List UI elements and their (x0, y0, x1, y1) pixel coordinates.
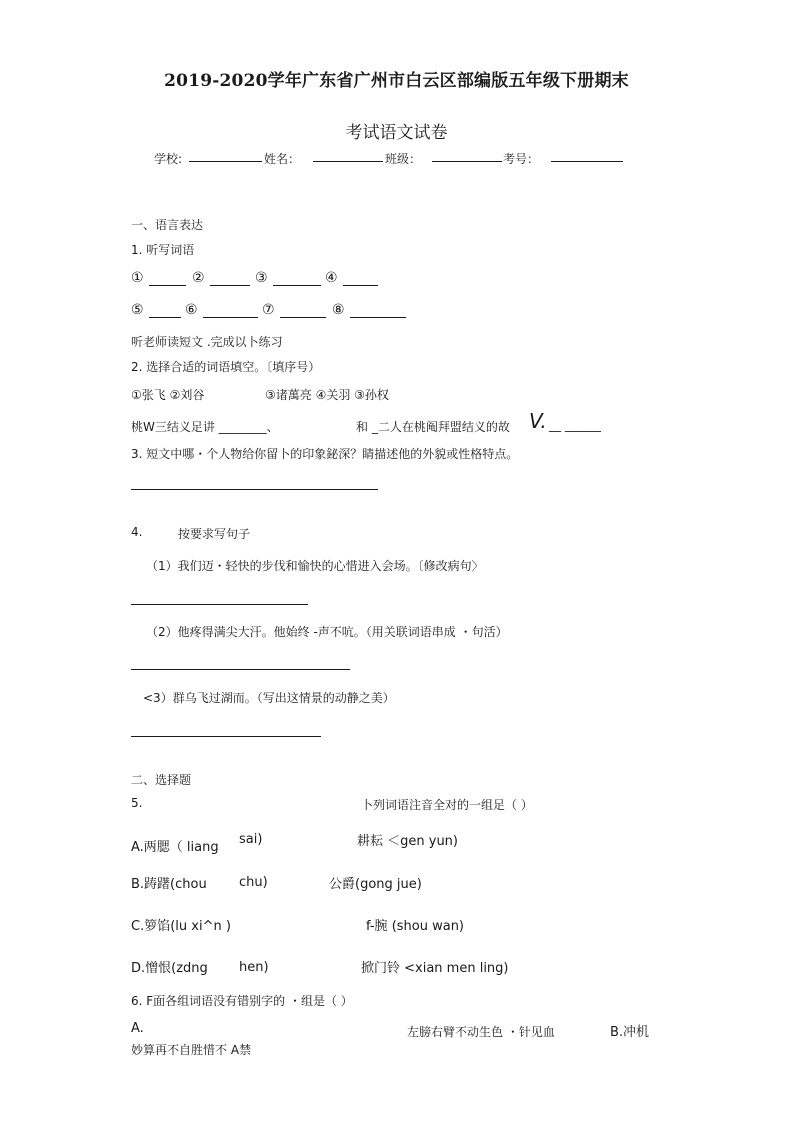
q1-mark-1: ① (131, 270, 144, 286)
q5-stem: 卜列词语注音全对的一组足（ ） (361, 798, 533, 812)
q1-blank-3[interactable] (273, 285, 321, 286)
q3-label: 3. 短文中哪・个人物给你留卜的印象鉍深？睛描述他的外貌或性格特点。 (131, 447, 519, 461)
q1-blank-5[interactable] (149, 317, 181, 318)
name-label: 姓名： (264, 152, 301, 166)
q1-note: 听老师读短文 .完成以卜练习 (131, 335, 283, 349)
q1-blank-1[interactable] (149, 285, 186, 286)
q4-number: 4. (131, 525, 143, 539)
q2-options-1: ①张飞 ②刘谷 (131, 388, 205, 402)
q4-label: 按要求写句子 (178, 527, 251, 541)
exam-no-blank[interactable] (551, 161, 623, 162)
q4-sub3: <3）群乌飞过湖而。（写出这情景的动静之美） (143, 691, 395, 705)
q4-sub1-answer-line[interactable] (131, 604, 308, 605)
q1-blank-6[interactable] (203, 317, 258, 318)
q5-option-b-part2: chu) (239, 875, 268, 890)
q5-option-a-part2: sai) (239, 832, 263, 847)
q2-sentence-b: 和 _二人在桃阄拜盟结义的故 (356, 420, 510, 434)
q5-option-d-part2: hen) (239, 960, 269, 975)
q6-option-b[interactable]: B.冲机 (610, 1025, 650, 1040)
q1-mark-4: ④ (325, 270, 338, 286)
class-label: 班级： (385, 152, 422, 166)
q1-mark-8: ⑧ (332, 302, 345, 318)
q4-sub2: （2）他疼得满尖大汗。他始终 -声不吭。（用关联词语串成 ・句活） (146, 625, 508, 639)
q5-option-a-part3: 耕耘 ＜gen yun) (357, 834, 458, 849)
class-blank[interactable] (432, 161, 502, 162)
q5-option-c-part1[interactable]: C.箩馅(lu xi^n ) (131, 919, 231, 934)
q4-sub3-answer-line[interactable] (131, 736, 321, 737)
section1-heading: 一、语言表达 (131, 218, 204, 232)
section2-heading: 二、选择题 (131, 773, 192, 787)
q6-continuation: 妙算再不自胜惜不 A禁 (131, 1043, 252, 1057)
q1-label: 1. 听写词语 (131, 243, 195, 257)
q2-sentence-a: 桃W三结义足讲 ________、 (131, 420, 279, 434)
q4-sub2-answer-line[interactable] (131, 669, 350, 670)
q5-option-a-part1[interactable]: A.两腮（ liang (131, 840, 219, 855)
q3-answer-line[interactable] (131, 489, 378, 490)
q5-option-d-part1[interactable]: D.憎恨(zdng (131, 961, 208, 976)
q5-option-c-part3: f-腕 (shou wan) (366, 919, 465, 934)
q2-label: 2. 选择合适的词语填空。〔填序号） (131, 360, 321, 374)
q6-stem: 6. F面各组词语没有错别字的 ・组是（ ） (131, 994, 353, 1008)
q1-mark-7: ⑦ (262, 302, 275, 318)
q5-option-d-part3: 掀门铃 <xian men ling) (361, 961, 509, 976)
q2-sentence-v: V. (529, 409, 547, 433)
page-title: 2019-2020学年广东省广州市白云区部编版五年级下册期末 (164, 71, 629, 91)
q5-option-b-part3: 公爵(gong jue) (329, 877, 422, 892)
q2-options-2: ③诸萬亮 ④关羽 ③孙权 (265, 388, 389, 402)
q1-mark-3: ③ (255, 270, 268, 286)
school-label: 学校: (154, 152, 183, 166)
name-blank[interactable] (313, 161, 383, 162)
q1-mark-2: ② (192, 270, 205, 286)
q5-option-b-part1[interactable]: B.踌躇(chou (131, 877, 207, 892)
q1-mark-5: ⑤ (131, 302, 144, 318)
page-subtitle: 考试语文试卷 (345, 123, 448, 143)
q1-blank-4[interactable] (343, 285, 378, 286)
q1-mark-6: ⑥ (185, 302, 198, 318)
q1-blank-7[interactable] (280, 317, 326, 318)
q6-option-a-text: 左膀右臂不动生色 ・针见血 (407, 1025, 555, 1039)
q5-number: 5. (131, 796, 143, 810)
school-blank[interactable] (189, 161, 262, 162)
q4-sub1: （1）我们迈・轻快的步伐和愉快的心惜进入会场。〔修改病句〉 (146, 559, 484, 573)
exam-no-label: 考号： (503, 152, 540, 166)
q1-blank-8[interactable] (350, 317, 406, 318)
q6-option-a[interactable]: A. (131, 1021, 144, 1036)
q1-blank-2[interactable] (210, 285, 250, 286)
q2-sentence-c: __ ______ (549, 418, 601, 432)
